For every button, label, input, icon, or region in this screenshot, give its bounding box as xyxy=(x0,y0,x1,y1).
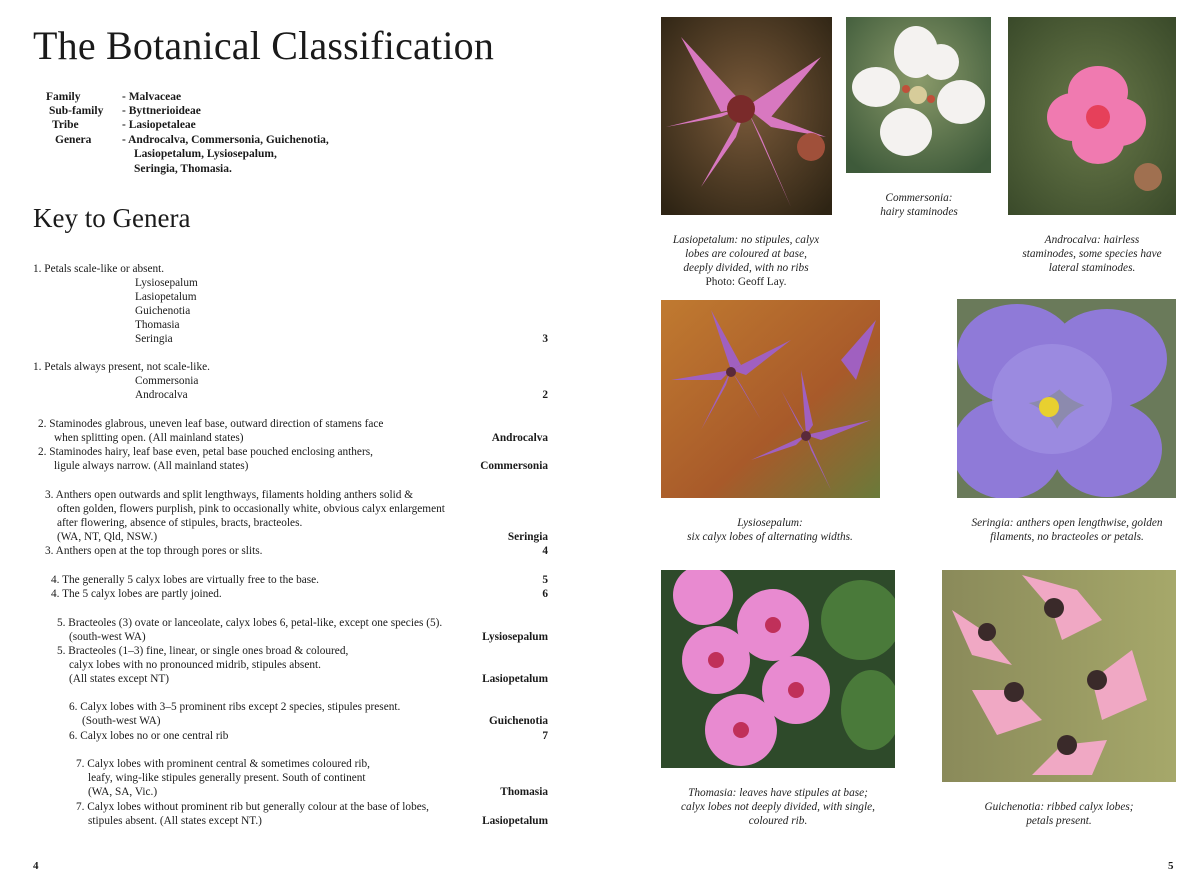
caption-androcalva xyxy=(987,233,1195,275)
key-genus-item: Commersonia xyxy=(135,375,199,387)
photo-credit: Photo: Geoff Lay. xyxy=(705,276,787,288)
key-couplet-5a-cont: (south-west WA) xyxy=(69,631,146,643)
key-couplet-5b-cont: calyx lobes with no pronounced midrib, stipules absent. xyxy=(69,659,321,671)
taxonomy-tribe-label: Tribe xyxy=(52,119,79,131)
key-genus-item: Seringia xyxy=(135,333,173,345)
caption-line: staminodes, some species have xyxy=(1022,248,1162,260)
key-couplet-7a-cont: (WA, SA, Vic.) xyxy=(88,786,158,798)
key-couplet-7a: 7. Calyx lobes with prominent central & sometimes coloured rib, xyxy=(76,758,370,770)
photo-guichenotia xyxy=(942,570,1176,782)
key-couplet-5a: 5. Bracteoles (3) ovate or lanceolate, calyx lobes 6, petal-like, except one species (5). xyxy=(57,617,443,629)
key-couplet-6a-cont: (South-west WA) xyxy=(82,715,161,727)
key-couplet-3a-cont: after flowering, absence of stipules, bracts, bracteoles. xyxy=(57,517,303,529)
key-couplet-7b-cont: stipules absent. (All states except NT.) xyxy=(88,815,262,827)
taxonomy-family-value: - Malvaceae xyxy=(122,91,182,103)
key-couplet-2b-cont: ligule always narrow. (All mainland states) xyxy=(54,460,249,472)
key-couplet-3a-cont: often golden, flowers purplish, pink to occasionally white, obvious calyx enlargement xyxy=(57,503,445,515)
key-couplet-7b: 7. Calyx lobes without prominent rib but generally colour at the base of lobes, xyxy=(76,801,429,813)
taxonomy-tribe-value: - Lasiopetaleae xyxy=(122,119,196,131)
caption-line: deeply divided, with no ribs xyxy=(683,262,809,274)
photo-commersonia xyxy=(846,17,991,173)
key-couplet-3a: 3. Anthers open outwards and split lengthways, filaments holding anthers solid & xyxy=(45,489,414,501)
key-couplet-4b: 4. The 5 calyx lobes are partly joined. xyxy=(51,588,222,600)
taxonomy-family-label: Family xyxy=(46,91,81,103)
key-couplet-2b: 2. Staminodes hairy, leaf base even, petal base pouched enclosing anthers, xyxy=(38,446,373,458)
key-ref-4a: 5 xyxy=(542,574,548,586)
caption-line: Commersonia: xyxy=(885,192,953,204)
key-couplet-5b-cont: (All states except NT) xyxy=(69,673,170,685)
caption-line: filaments, no bracteoles or petals. xyxy=(990,531,1144,543)
key-couplet-2a: 2. Staminodes glabrous, uneven leaf base, outward direction of stamens face xyxy=(38,418,384,430)
caption-seringia xyxy=(942,516,1192,544)
caption-guichenotia xyxy=(944,800,1174,828)
key-couplet-5b: 5. Bracteoles (1–3) fine, linear, or single ones broad & coloured, xyxy=(57,645,349,657)
taxonomy-genera-line2: Lasiopetalum, Lysiosepalum, xyxy=(134,148,277,160)
key-ref-2a: Androcalva xyxy=(491,432,548,444)
key-ref-2b: Commersonia xyxy=(480,460,548,472)
key-title: Key to Genera xyxy=(33,203,191,233)
caption-line: coloured rib. xyxy=(748,815,808,827)
caption-line: Guichenotia: ribbed calyx lobes; xyxy=(984,801,1134,813)
key-ref-7a: Thomasia xyxy=(500,786,548,798)
key-couplet-2a-cont: when splitting open. (All mainland states) xyxy=(54,432,244,444)
caption-line: six calyx lobes of alternating widths. xyxy=(687,531,853,543)
key-ref-5a: Lysiosepalum xyxy=(482,631,548,643)
caption-line: calyx lobes not deeply divided, with single, xyxy=(681,801,875,813)
photo-androcalva xyxy=(1008,17,1176,215)
caption-line: hairy staminodes xyxy=(880,206,958,218)
page-number-right: 5 xyxy=(1168,860,1174,872)
caption-lasiopetalum xyxy=(646,233,846,289)
key-ref-3a: Seringia xyxy=(507,531,548,543)
caption-line: Thomasia: leaves have stipules at base; xyxy=(688,787,868,799)
key-couplet-3a-cont: (WA, NT, Qld, NSW.) xyxy=(57,531,158,543)
key-ref-6a: Guichenotia xyxy=(489,715,548,727)
caption-line: lateral staminodes. xyxy=(1048,262,1136,274)
photo-lasiopetalum xyxy=(661,17,832,215)
taxonomy-subfamily-label: Sub-family xyxy=(49,105,104,117)
caption-thomasia xyxy=(653,786,903,828)
caption-lysiosepalum xyxy=(650,516,890,544)
key-couplet-4a: 4. The generally 5 calyx lobes are virtually free to the base. xyxy=(51,574,319,586)
key-couplet-1a: 1. Petals scale-like or absent. xyxy=(33,263,165,275)
key-couplet-1b: 1. Petals always present, not scale-like. xyxy=(33,361,210,373)
key-ref-1a: 3 xyxy=(542,333,548,345)
key-couplet-6b: 6. Calyx lobes no or one central rib xyxy=(69,730,229,742)
key-ref-1b: 2 xyxy=(542,389,548,401)
key-genus-item: Lasiopetalum xyxy=(135,291,197,303)
key-genus-item: Lysiosepalum xyxy=(135,277,198,289)
key-genus-item: Androcalva xyxy=(135,389,188,401)
key-couplet-3b: 3. Anthers open at the top through pores or slits. xyxy=(45,545,263,557)
key-genus-item: Thomasia xyxy=(135,319,180,331)
caption-commersonia xyxy=(819,191,1019,219)
taxonomy-genera-value: - Androcalva, Commersonia, Guichenotia, xyxy=(122,134,329,146)
photo-lysiosepalum xyxy=(661,300,880,498)
page-number-left: 4 xyxy=(33,860,39,872)
taxonomy-genera-label: Genera xyxy=(55,134,92,146)
caption-line: petals present. xyxy=(1026,815,1092,827)
page-title: The Botanical Classification xyxy=(33,23,495,68)
key-ref-7b: Lasiopetalum xyxy=(482,815,548,827)
photo-thomasia xyxy=(661,570,895,768)
key-ref-6b: 7 xyxy=(542,730,548,742)
key-couplet-6a: 6. Calyx lobes with 3–5 prominent ribs except 2 species, stipules present. xyxy=(69,701,401,713)
key-genus-item: Guichenotia xyxy=(135,305,191,317)
caption-line: Lasiopetalum: no stipules, calyx xyxy=(672,234,820,246)
taxonomy-genera-line3: Seringia, Thomasia. xyxy=(134,163,232,175)
caption-line: Lysiosepalum: xyxy=(737,517,803,529)
key-couplet-7a-cont: leafy, wing-like stipules generally present. South of continent xyxy=(88,772,366,784)
caption-line: Seringia: anthers open lengthwise, golden xyxy=(971,517,1163,529)
key-ref-4b: 6 xyxy=(542,588,548,600)
taxonomy-subfamily-value: - Byttnerioideae xyxy=(122,105,201,117)
key-ref-5b: Lasiopetalum xyxy=(482,673,548,685)
caption-line: Androcalva: hairless xyxy=(1044,234,1140,246)
caption-line: lobes are coloured at base, xyxy=(685,248,807,260)
key-ref-3b: 4 xyxy=(542,545,548,557)
photo-seringia xyxy=(957,299,1176,498)
